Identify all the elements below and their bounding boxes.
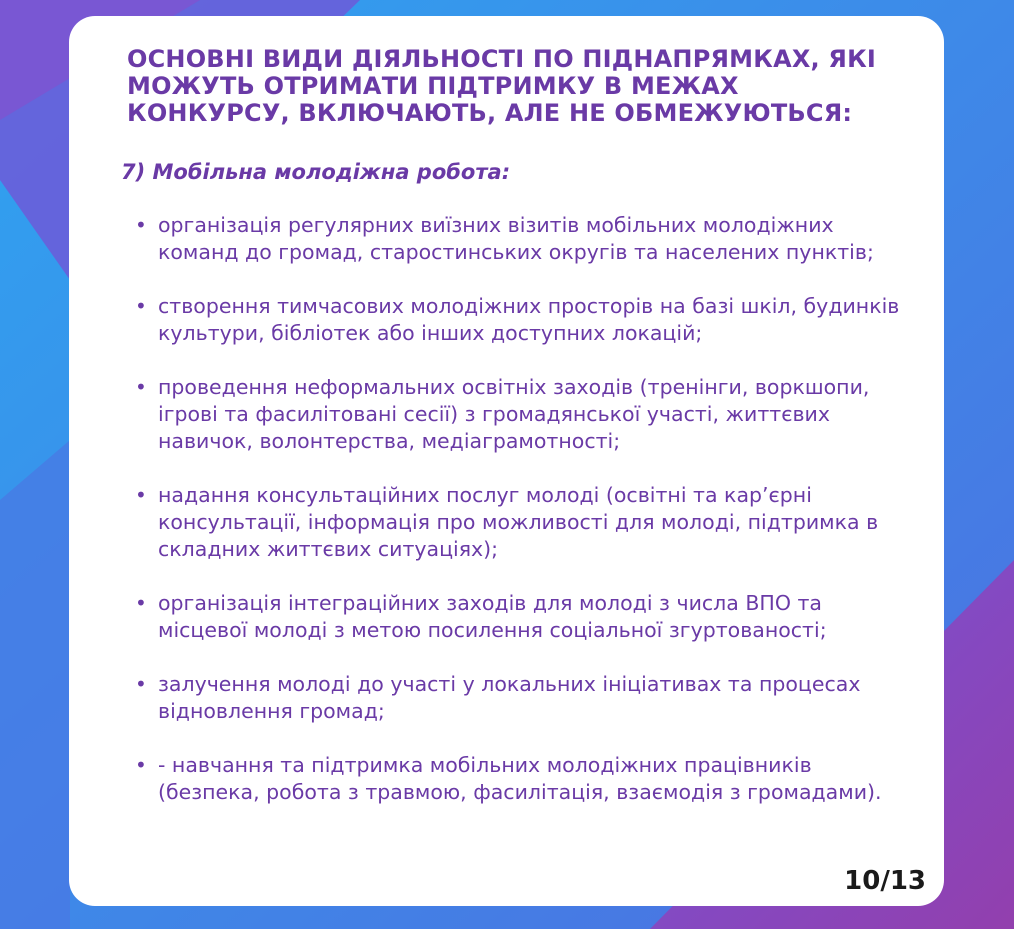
list-item [131,293,906,347]
list-item-text: організація інтеграційних заходів для молоді з числа ВПО та місцевої молоді з метою посилення соціальної згуртованості; [158,591,827,642]
content-card [69,16,944,906]
list-item [131,374,906,455]
list-item [131,752,906,806]
bullet-icon: • [135,672,147,696]
list-item-text: залучення молоді до участі у локальних ініціативах та процесах відновлення громад; [158,672,861,723]
list-item [131,671,906,725]
section-subtitle: 7) Мобільна молодіжна робота: [121,160,511,184]
bullet-icon: • [135,294,147,318]
list-item-text: надання консультаційних послуг молоді (освітні та кар’єрні консультації, інформація про можливості для молоді, підтримка в складних життєвих ситуаціях); [158,483,879,561]
slide-title: ОСНОВНІ ВИДИ ДІЯЛЬНОСТІ ПО ПІДНАПРЯМКАХ, ЯКІ МОЖУТЬ ОТРИМАТИ ПІДТРИМКУ В МЕЖАХ КОНКУРСУ, ВКЛЮЧАЮТЬ, АЛЕ НЕ ОБМЕЖУЮТЬСЯ: [127,45,877,127]
bullet-icon: • [135,483,147,507]
list-item-text: - навчання та підтримка мобільних молодіжних працівників (безпека, робота з травмою, фасилітація, взаємодія з громадами). [158,753,882,804]
page-counter: 10/13 [844,866,926,896]
list-item [131,212,906,266]
list-item-text: створення тимчасових молодіжних просторів на базі шкіл, будинків культури, бібліотек або інших доступних локацій; [158,294,900,345]
activity-list [131,212,906,833]
bullet-icon: • [135,213,147,237]
bullet-icon: • [135,753,147,777]
bullet-icon: • [135,591,147,615]
list-item [131,482,906,563]
list-item-text: проведення неформальних освітніх заходів (тренінги, воркшопи, ігрові та фасилітовані сесії) з громадянської участі, життєвих навичок, волонтерства, медіаграмотності; [158,375,870,453]
bullet-icon: • [135,375,147,399]
list-item [131,590,906,644]
list-item-text: організація регулярних виїзних візитів мобільних молодіжних команд до громад, старостинських округів та населених пунктів; [158,213,874,264]
